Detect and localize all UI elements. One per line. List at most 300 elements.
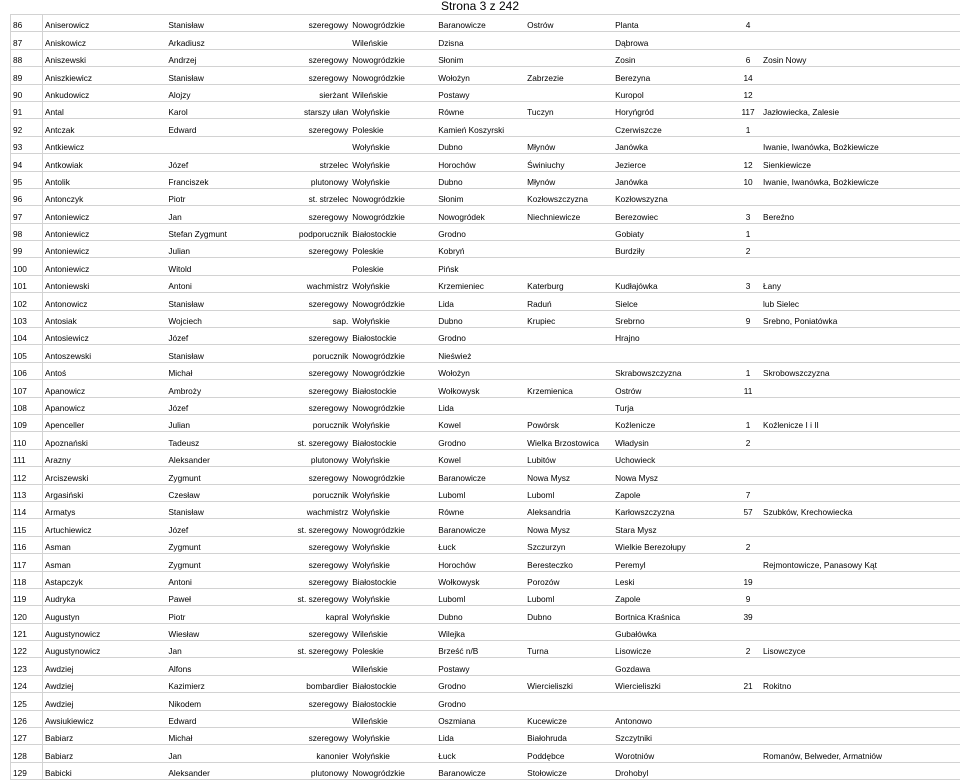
cell-notes: Rejmontowicze, Panasowy Kąt [761,554,960,571]
cell-commune: Wielka Brzostowica [525,432,613,449]
cell-plot-number: 9 [735,588,761,605]
cell-rank: porucznik [266,414,350,431]
cell-surname: Aniserowicz [42,15,166,32]
cell-plot-number: 12 [735,84,761,101]
cell-voivodeship: Nowogródzkie [350,206,436,223]
cell-notes: Lisowczyce [761,641,960,658]
cell-first-name: Edward [166,119,266,136]
cell-voivodeship: Nowogródzkie [350,397,436,414]
cell-county: Baranowicze [436,519,525,536]
cell-row-number: 98 [11,223,43,240]
cell-voivodeship: Wołyńskie [350,588,436,605]
cell-plot-number [735,658,761,675]
cell-plot-number: 2 [735,536,761,553]
cell-first-name: Wiesław [166,623,266,640]
cell-plot-number [735,328,761,345]
table-row [11,641,960,658]
cell-plot-number [735,554,761,571]
cell-notes [761,519,960,536]
cell-notes: Iwanie, Iwanówka, Bożkiewicze [761,171,960,188]
cell-county: Lida [436,293,525,310]
cell-county: Brześć n/B [436,641,525,658]
cell-county: Wołożyn [436,362,525,379]
cell-first-name: Józef [166,397,266,414]
cell-first-name: Paweł [166,588,266,605]
cell-rank: szeregowy [266,536,350,553]
cell-surname: Babiarz [42,728,166,745]
cell-village: Stara Mysz [613,519,735,536]
cell-surname: Antkowiak [42,154,166,171]
cell-commune [525,49,613,66]
table-row [11,241,960,258]
table-row [11,467,960,484]
cell-village: Uchowieck [613,449,735,466]
cell-village: Wiercieliszki [613,675,735,692]
table-row [11,101,960,118]
table-row [11,154,960,171]
cell-first-name: Kazimierz [166,675,266,692]
cell-commune: Stołowicze [525,762,613,779]
cell-first-name: Nikodem [166,693,266,710]
cell-county: Kobryń [436,241,525,258]
cell-county: Baranowicze [436,467,525,484]
cell-rank: szeregowy [266,467,350,484]
cell-village: Zapole [613,588,735,605]
cell-voivodeship: Nowogródzkie [350,362,436,379]
cell-plot-number: 117 [735,101,761,118]
cell-county: Pińsk [436,258,525,275]
cell-notes: Srebno, Poniatówka [761,310,960,327]
cell-village: Zapole [613,484,735,501]
cell-rank: szeregowy [266,328,350,345]
cell-commune: Kucewicze [525,710,613,727]
cell-commune: Aleksandria [525,501,613,518]
cell-commune: Tuczyn [525,101,613,118]
cell-county: Równe [436,501,525,518]
cell-notes [761,536,960,553]
table-row [11,710,960,727]
cell-commune: Nowa Mysz [525,467,613,484]
cell-rank: szeregowy [266,67,350,84]
cell-row-number: 93 [11,136,43,153]
cell-surname: Augustynowicz [42,641,166,658]
cell-commune [525,362,613,379]
cell-voivodeship: Białostockie [350,693,436,710]
cell-rank: szeregowy [266,241,350,258]
cell-county: Dubno [436,606,525,623]
cell-row-number: 122 [11,641,43,658]
cell-row-number: 102 [11,293,43,310]
cell-surname: Antal [42,101,166,118]
cell-village: Horyńgród [613,101,735,118]
cell-voivodeship: Nowogródzkie [350,67,436,84]
cell-voivodeship: Nowogródzkie [350,49,436,66]
cell-notes: Skrobowszczyzna [761,362,960,379]
cell-plot-number: 11 [735,380,761,397]
cell-county: Horochów [436,554,525,571]
table-row [11,554,960,571]
cell-surname: Aniszkiewicz [42,67,166,84]
cell-rank: szeregowy [266,554,350,571]
table-row [11,414,960,431]
cell-rank: szeregowy [266,206,350,223]
cell-village: Szczytniki [613,728,735,745]
cell-commune: Młynów [525,136,613,153]
cell-voivodeship: Wołyńskie [350,154,436,171]
cell-village: Berezyna [613,67,735,84]
cell-village: Hrajno [613,328,735,345]
cell-first-name: Tadeusz [166,432,266,449]
cell-plot-number: 57 [735,501,761,518]
cell-first-name: Piotr [166,606,266,623]
cell-notes [761,658,960,675]
cell-notes [761,484,960,501]
cell-row-number: 99 [11,241,43,258]
cell-village: Gozdawa [613,658,735,675]
table-row [11,606,960,623]
cell-row-number: 96 [11,188,43,205]
cell-village [613,258,735,275]
cell-plot-number: 12 [735,154,761,171]
cell-rank: strzelec [266,154,350,171]
cell-commune [525,84,613,101]
cell-commune: Turna [525,641,613,658]
cell-row-number: 92 [11,119,43,136]
cell-county: Nowogródek [436,206,525,223]
cell-notes [761,397,960,414]
table-row [11,171,960,188]
cell-first-name: Karol [166,101,266,118]
cell-rank [266,258,350,275]
cell-plot-number: 14 [735,67,761,84]
cell-plot-number: 21 [735,675,761,692]
cell-commune [525,658,613,675]
cell-county: Równe [436,101,525,118]
cell-row-number: 103 [11,310,43,327]
cell-voivodeship: Wołyńskie [350,745,436,762]
cell-commune: Powórsk [525,414,613,431]
cell-county: Nieśwież [436,345,525,362]
cell-county: Grodno [436,693,525,710]
cell-village: Jezierce [613,154,735,171]
cell-surname: Audryka [42,588,166,605]
cell-first-name: Alfons [166,658,266,675]
cell-village: Gubałówka [613,623,735,640]
cell-commune: Młynów [525,171,613,188]
cell-commune: Ostrów [525,15,613,32]
cell-notes [761,67,960,84]
cell-surname: Apoznański [42,432,166,449]
cell-plot-number [735,762,761,779]
cell-village: Gobiaty [613,223,735,240]
cell-notes [761,345,960,362]
cell-plot-number: 6 [735,49,761,66]
cell-surname: Babiarz [42,745,166,762]
cell-first-name: Stanisław [166,345,266,362]
cell-commune: Białohruda [525,728,613,745]
cell-row-number: 125 [11,693,43,710]
cell-village: Kozłowszyzna [613,188,735,205]
table-row [11,32,960,49]
cell-plot-number: 1 [735,223,761,240]
cell-row-number: 86 [11,15,43,32]
cell-commune: Wiercieliszki [525,675,613,692]
cell-voivodeship: Białostockie [350,380,436,397]
cell-commune [525,32,613,49]
cell-county: Wołożyn [436,67,525,84]
table-row [11,623,960,640]
cell-rank: kapral [266,606,350,623]
cell-row-number: 90 [11,84,43,101]
cell-county: Postawy [436,84,525,101]
cell-voivodeship: Wileńskie [350,84,436,101]
cell-row-number: 95 [11,171,43,188]
cell-surname: Asman [42,536,166,553]
cell-row-number: 126 [11,710,43,727]
cell-first-name: Julian [166,414,266,431]
cell-row-number: 97 [11,206,43,223]
cell-notes [761,571,960,588]
cell-village: Turja [613,397,735,414]
cell-rank: st. szeregowy [266,588,350,605]
cell-first-name: Wojciech [166,310,266,327]
cell-notes [761,588,960,605]
cell-rank: szeregowy [266,571,350,588]
cell-voivodeship: Białostockie [350,223,436,240]
cell-county: Oszmiana [436,710,525,727]
cell-first-name: Zygmunt [166,554,266,571]
cell-commune: Beresteczko [525,554,613,571]
cell-first-name: Julian [166,241,266,258]
cell-rank: podporucznik [266,223,350,240]
cell-village: Worotniów [613,745,735,762]
cell-rank: szeregowy [266,693,350,710]
cell-row-number: 115 [11,519,43,536]
cell-commune: Poddębce [525,745,613,762]
cell-commune: Kozłowszczyzna [525,188,613,205]
cell-commune [525,345,613,362]
cell-plot-number [735,293,761,310]
cell-notes: Łany [761,275,960,292]
cell-surname: Antoś [42,362,166,379]
table-row [11,49,960,66]
cell-rank: kanonier [266,745,350,762]
cell-plot-number [735,397,761,414]
cell-surname: Antoniewicz [42,206,166,223]
cell-commune: Nowa Mysz [525,519,613,536]
cell-row-number: 91 [11,101,43,118]
cell-county: Wołkowysk [436,571,525,588]
cell-notes [761,241,960,258]
cell-surname: Awsiukiewicz [42,710,166,727]
cell-county: Grodno [436,223,525,240]
cell-notes [761,380,960,397]
cell-rank: bombardier [266,675,350,692]
cell-surname: Antosiak [42,310,166,327]
cell-rank: szeregowy [266,380,350,397]
cell-notes: Sienkiewicze [761,154,960,171]
cell-plot-number: 39 [735,606,761,623]
cell-rank: st. szeregowy [266,432,350,449]
cell-rank [266,710,350,727]
cell-plot-number [735,467,761,484]
cell-village: Karłowszczyzna [613,501,735,518]
cell-first-name: Stanisław [166,67,266,84]
table-row [11,449,960,466]
cell-surname: Antczak [42,119,166,136]
page-number-label: Strona 3 z 242 [441,0,519,13]
cell-surname: Aniskowicz [42,32,166,49]
cell-first-name: Alojzy [166,84,266,101]
cell-surname: Arazny [42,449,166,466]
cell-plot-number: 4 [735,15,761,32]
cell-county: Dzisna [436,32,525,49]
cell-voivodeship: Poleskie [350,241,436,258]
cell-voivodeship: Wołyńskie [350,414,436,431]
cell-first-name: Michał [166,728,266,745]
roster-body [11,15,960,780]
cell-plot-number: 3 [735,275,761,292]
cell-plot-number: 9 [735,310,761,327]
cell-village: Czerwiszcze [613,119,735,136]
cell-surname: Arciszewski [42,467,166,484]
cell-surname: Antolik [42,171,166,188]
cell-first-name: Ambroży [166,380,266,397]
cell-rank: szeregowy [266,728,350,745]
cell-row-number: 127 [11,728,43,745]
cell-row-number: 114 [11,501,43,518]
cell-village: Bortnica Kraśnica [613,606,735,623]
page-header [0,0,960,13]
cell-surname: Awdziej [42,693,166,710]
cell-county: Wilejka [436,623,525,640]
cell-voivodeship: Białostockie [350,432,436,449]
cell-commune: Świniuchy [525,154,613,171]
cell-county: Dubno [436,136,525,153]
cell-plot-number [735,519,761,536]
table-row [11,745,960,762]
cell-surname: Antonowicz [42,293,166,310]
cell-village: Wielkie Berezołupy [613,536,735,553]
cell-notes [761,188,960,205]
cell-rank: plutonowy [266,171,350,188]
cell-row-number: 116 [11,536,43,553]
table-row [11,275,960,292]
cell-surname: Antoniewicz [42,258,166,275]
cell-village: Dąbrowa [613,32,735,49]
cell-surname: Antoszewski [42,345,166,362]
cell-village: Janówka [613,136,735,153]
cell-village: Srebrno [613,310,735,327]
cell-first-name: Józef [166,154,266,171]
cell-rank: szeregowy [266,362,350,379]
cell-voivodeship: Wołyńskie [350,310,436,327]
cell-first-name: Zygmunt [166,467,266,484]
cell-surname: Antoniewicz [42,241,166,258]
cell-plot-number: 3 [735,206,761,223]
cell-notes [761,432,960,449]
cell-village [613,693,735,710]
cell-plot-number: 10 [735,171,761,188]
cell-village: Antonowo [613,710,735,727]
cell-village: Skrabowszczyzna [613,362,735,379]
cell-commune: Katerburg [525,275,613,292]
cell-plot-number: 7 [735,484,761,501]
cell-surname: Awdziej [42,658,166,675]
cell-plot-number: 19 [735,571,761,588]
table-row [11,658,960,675]
cell-notes: Romanów, Belweder, Armatniów [761,745,960,762]
cell-county: Luboml [436,484,525,501]
cell-row-number: 88 [11,49,43,66]
cell-county: Kowel [436,414,525,431]
cell-row-number: 128 [11,745,43,762]
cell-row-number: 119 [11,588,43,605]
cell-voivodeship: Wołyńskie [350,501,436,518]
cell-notes [761,762,960,779]
cell-county: Luboml [436,588,525,605]
table-row [11,380,960,397]
cell-plot-number: 1 [735,362,761,379]
cell-rank: wachmistrz [266,275,350,292]
cell-row-number: 121 [11,623,43,640]
cell-rank: szeregowy [266,15,350,32]
cell-surname: Argasiński [42,484,166,501]
cell-plot-number [735,449,761,466]
cell-voivodeship: Wołyńskie [350,554,436,571]
cell-plot-number: 2 [735,241,761,258]
cell-voivodeship: Poleskie [350,258,436,275]
cell-surname: Antosiewicz [42,328,166,345]
cell-voivodeship: Wileńskie [350,710,436,727]
cell-surname: Astapczyk [42,571,166,588]
cell-county: Słonim [436,49,525,66]
cell-surname: Augustynowicz [42,623,166,640]
cell-voivodeship: Nowogródzkie [350,519,436,536]
cell-first-name: Andrzej [166,49,266,66]
cell-first-name: Edward [166,710,266,727]
cell-village: Burdziły [613,241,735,258]
cell-commune: Niechniewicze [525,206,613,223]
cell-voivodeship: Wołyńskie [350,449,436,466]
cell-row-number: 118 [11,571,43,588]
cell-notes [761,84,960,101]
cell-village: Kudłajówka [613,275,735,292]
cell-notes: Rokitno [761,675,960,692]
cell-plot-number [735,32,761,49]
cell-voivodeship: Nowogródzkie [350,188,436,205]
cell-plot-number [735,258,761,275]
cell-county: Grodno [436,675,525,692]
cell-surname: Antoniewicz [42,223,166,240]
cell-county: Dubno [436,310,525,327]
cell-surname: Apanowicz [42,380,166,397]
cell-rank: st. szeregowy [266,641,350,658]
cell-row-number: 123 [11,658,43,675]
cell-row-number: 105 [11,345,43,362]
cell-surname: Awdziej [42,675,166,692]
cell-voivodeship: Wołyńskie [350,536,436,553]
cell-voivodeship: Nowogródzkie [350,15,436,32]
cell-first-name: Antoni [166,275,266,292]
cell-row-number: 120 [11,606,43,623]
cell-voivodeship: Białostockie [350,571,436,588]
cell-rank: starszy ułan [266,101,350,118]
cell-village: Berezowiec [613,206,735,223]
cell-first-name: Stanisław [166,15,266,32]
cell-plot-number [735,345,761,362]
cell-first-name: Piotr [166,188,266,205]
